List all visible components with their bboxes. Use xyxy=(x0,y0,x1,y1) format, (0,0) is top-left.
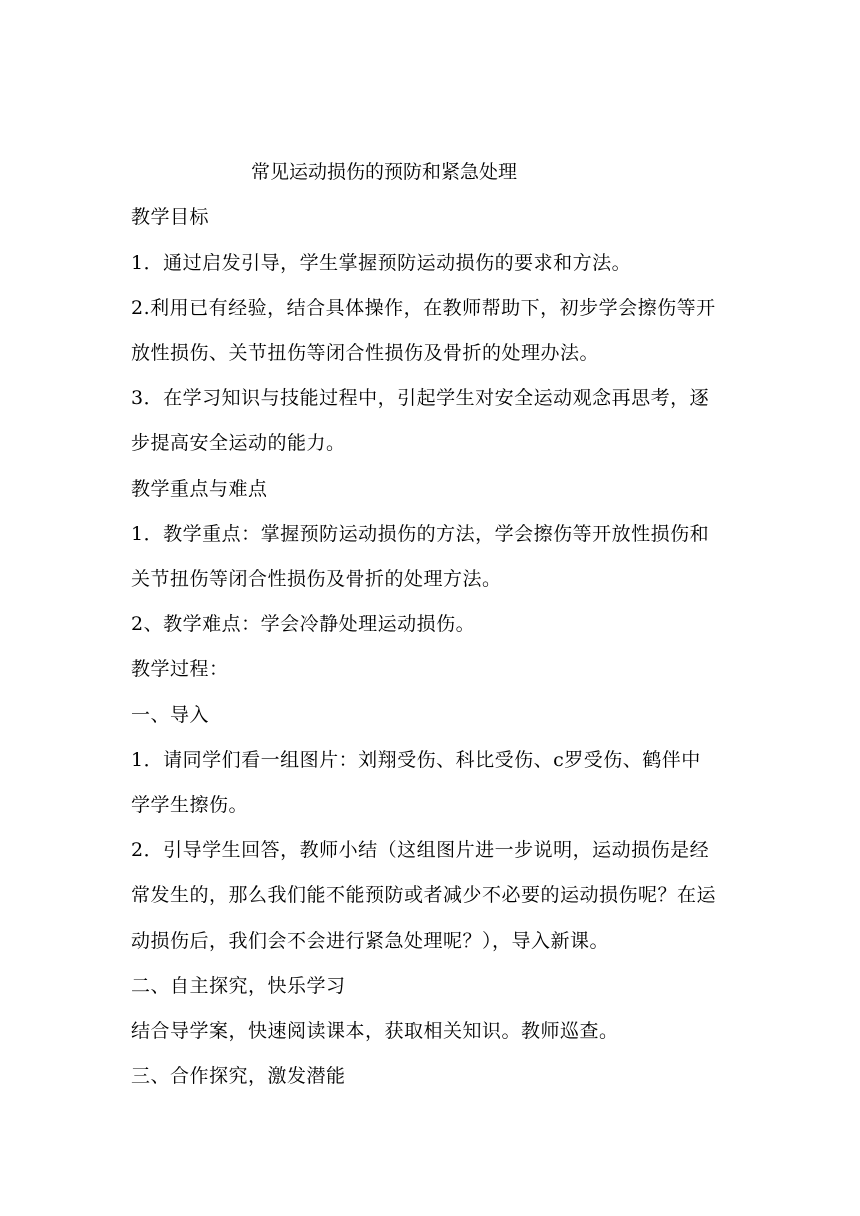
heading-teaching-objectives: 教学目标 xyxy=(131,206,210,228)
objective-3-line-1: 3．在学习知识与技能过程中，引起学生对安全运动观念再思考，逐 xyxy=(131,387,710,409)
objective-2-line-1: 2.利用已有经验，结合具体操作，在教师帮助下，初步学会擦伤等开 xyxy=(131,297,716,319)
document-title: 常见运动损伤的预防和紧急处理 xyxy=(251,161,518,183)
section-2-heading: 二、自主探究，快乐学习 xyxy=(131,975,346,997)
key-point-line-2: 关节扭伤等闭合性损伤及骨折的处理方法。 xyxy=(131,568,502,590)
section-2-text: 结合导学案，快速阅读课本，获取相关知识。教师巡查。 xyxy=(131,1020,619,1042)
section-1-item-1-line-1: 1．请同学们看一组图片：刘翔受伤、科比受伤、c罗受伤、鹤伴中 xyxy=(131,749,701,771)
difficulty: 2、教学难点：学会冷静处理运动损伤。 xyxy=(131,613,476,635)
objective-1: 1．通过启发引导，学生掌握预防运动损伤的要求和方法。 xyxy=(131,252,632,274)
key-point-line-1: 1．教学重点：掌握预防运动损伤的方法，学会擦伤等开放性损伤和 xyxy=(131,523,710,545)
heading-key-points: 教学重点与难点 xyxy=(131,478,268,500)
heading-teaching-process: 教学过程： xyxy=(131,658,229,680)
section-3-heading: 三、合作探究，激发潜能 xyxy=(131,1065,346,1087)
section-1-item-1-line-2: 学学生擦伤。 xyxy=(131,794,249,816)
section-1-item-2-line-2: 常发生的，那么我们能不能预防或者减少不必要的运动损伤呢？在运 xyxy=(131,884,717,906)
section-1-item-2-line-3: 动损伤后，我们会不会进行紧急处理呢？），导入新课。 xyxy=(131,930,610,952)
objective-3-line-2: 步提高安全运动的能力。 xyxy=(131,432,346,454)
objective-2-line-2: 放性损伤、关节扭伤等闭合性损伤及骨折的处理办法。 xyxy=(131,342,600,364)
section-1-item-2-line-1: 2．引导学生回答，教师小结（这组图片进一步说明，运动损伤是经 xyxy=(131,839,710,861)
section-1-heading: 一、导入 xyxy=(131,704,210,726)
